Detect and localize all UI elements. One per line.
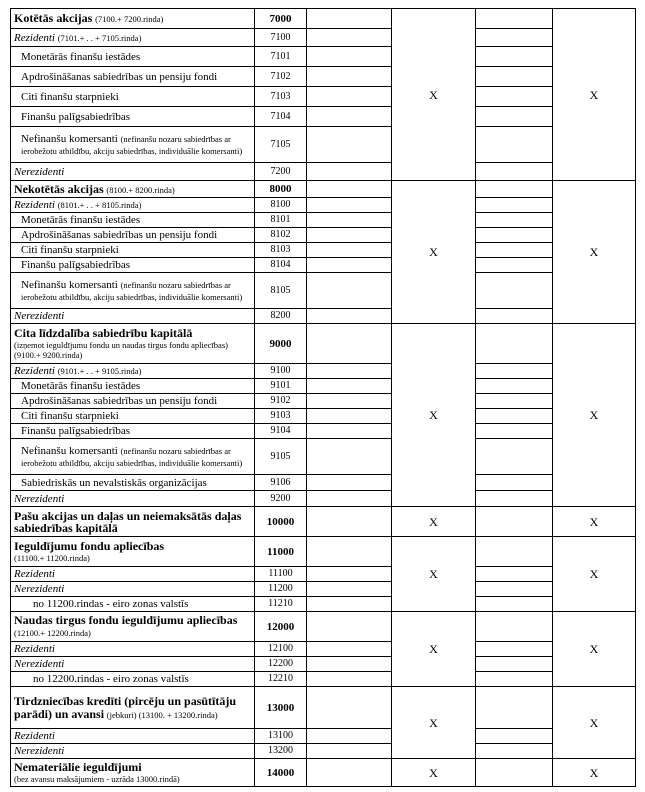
input-cell[interactable] [476, 439, 553, 475]
input-cell[interactable] [307, 107, 392, 127]
row-code: 8100 [255, 198, 307, 213]
input-cell[interactable] [307, 163, 392, 181]
row-note: (7100.+ 7200.rinda) [95, 14, 164, 24]
row-note: (nefinanšu nozaru sabiedrības ar ierobežotu atbildību, akciju sabiedrības, individuālie komersanti) [21, 133, 243, 156]
input-cell[interactable] [476, 491, 553, 507]
row-code: 7101 [255, 47, 307, 67]
input-cell[interactable] [476, 475, 553, 491]
row-9102 [11, 394, 636, 409]
row-7100 [11, 29, 636, 47]
row-label: Apdrošināšanas sabiedrības un pensiju fondi [11, 394, 255, 409]
row-label: Tirdzniecības kredīti (pircēju un pasūtītāju parādi) un avansi [14, 693, 237, 721]
row-code: 8104 [255, 258, 307, 273]
row-14000 [11, 759, 636, 787]
input-cell[interactable] [307, 409, 392, 424]
row-code: 12000 [255, 612, 307, 642]
x-mark: X [553, 324, 636, 507]
input-cell[interactable] [307, 612, 392, 642]
x-mark: X [553, 612, 636, 687]
row-9200 [11, 491, 636, 507]
row-7104 [11, 107, 636, 127]
input-cell[interactable] [476, 582, 553, 597]
row-7105 [11, 127, 636, 163]
input-cell[interactable] [476, 409, 553, 424]
input-cell[interactable] [476, 9, 553, 29]
row-label: Nerezidenti [11, 163, 255, 181]
row-label: Rezidenti [14, 365, 55, 377]
row-label: Rezidenti [11, 567, 255, 582]
row-label: no 12200.rindas - eiro zonas valstīs [11, 672, 255, 687]
row-13100 [11, 729, 636, 744]
row-note: (12100.+ 12200.rinda) [14, 628, 91, 638]
x-mark: X [392, 612, 476, 687]
row-code: 9102 [255, 394, 307, 409]
input-cell[interactable] [307, 29, 392, 47]
row-12000 [11, 612, 636, 642]
row-7102 [11, 67, 636, 87]
row-11100 [11, 567, 636, 582]
input-cell[interactable] [307, 729, 392, 744]
input-cell[interactable] [476, 379, 553, 394]
row-label: Nefinanšu komersanti [21, 132, 118, 145]
input-cell[interactable] [307, 181, 392, 198]
input-cell[interactable] [307, 394, 392, 409]
row-11210 [11, 597, 636, 612]
row-code: 8200 [255, 309, 307, 324]
row-12210 [11, 672, 636, 687]
row-note: (nefinanšu nozaru sabiedrības ar ierobežotu atbildību, akciju sabiedrības, individuālie komersanti) [21, 279, 243, 302]
row-code: 8101 [255, 213, 307, 228]
row-note: (8101.+ . . + 8105.rinda) [57, 200, 142, 210]
row-label: Nekotētās akcijas [14, 181, 104, 196]
input-cell[interactable] [307, 258, 392, 273]
input-cell[interactable] [307, 567, 392, 582]
row-label: Nerezidenti [11, 657, 255, 672]
row-code: 9103 [255, 409, 307, 424]
row-note: (8100.+ 8200.rinda) [106, 184, 175, 195]
input-cell[interactable] [476, 107, 553, 127]
row-label: Rezidenti [14, 31, 55, 44]
row-note: (nefinanšu nozaru sabiedrības ar ierobežotu atbildību, akciju sabiedrības, individuālie komersanti) [21, 445, 243, 468]
input-cell[interactable] [476, 127, 553, 163]
row-11200 [11, 582, 636, 597]
x-mark: X [392, 537, 476, 612]
row-code: 9104 [255, 424, 307, 439]
input-cell[interactable] [307, 687, 392, 729]
input-cell[interactable] [476, 364, 553, 379]
input-cell[interactable] [476, 612, 553, 642]
row-code: 10000 [255, 507, 307, 537]
input-cell[interactable] [476, 47, 553, 67]
row-label: Citi finanšu starpnieki [11, 409, 255, 424]
input-cell[interactable] [476, 657, 553, 672]
input-cell[interactable] [307, 47, 392, 67]
input-cell[interactable] [476, 198, 553, 213]
x-mark: X [392, 759, 476, 787]
input-cell[interactable] [307, 228, 392, 243]
row-label: Pašu akcijas un daļas un neiemaksātās daļas sabiedrības kapitālā [11, 507, 255, 537]
input-cell[interactable] [476, 394, 553, 409]
input-cell[interactable] [307, 582, 392, 597]
row-label: Citi finanšu starpnieki [11, 87, 255, 107]
row-code: 8103 [255, 243, 307, 258]
row-8105 [11, 273, 636, 309]
input-cell[interactable] [476, 537, 553, 567]
row-label: Nerezidenti [11, 491, 255, 507]
row-13200 [11, 744, 636, 759]
input-cell[interactable] [307, 309, 392, 324]
form-table-frame [10, 8, 635, 787]
input-cell[interactable] [476, 672, 553, 687]
input-cell[interactable] [307, 744, 392, 759]
input-cell[interactable] [307, 439, 392, 475]
row-code: 7102 [255, 67, 307, 87]
row-label: Rezidenti [11, 729, 255, 744]
input-cell[interactable] [307, 198, 392, 213]
row-note: (11100.+ 11200.rinda) [14, 553, 90, 563]
row-code: 7100 [255, 29, 307, 47]
input-cell[interactable] [476, 759, 553, 787]
x-mark: X [392, 687, 476, 759]
row-code: 8105 [255, 273, 307, 309]
row-code: 11000 [255, 537, 307, 567]
row-label: Nefinanšu komersanti [21, 444, 118, 457]
row-code: 9100 [255, 364, 307, 379]
row-label: Rezidenti [14, 199, 55, 211]
input-cell[interactable] [476, 729, 553, 744]
x-mark: X [553, 537, 636, 612]
row-code: 7105 [255, 127, 307, 163]
row-label: Nerezidenti [11, 744, 255, 759]
input-cell[interactable] [307, 243, 392, 258]
x-mark: X [392, 181, 476, 324]
row-code: 9105 [255, 439, 307, 475]
row-9100 [11, 364, 636, 379]
row-8101 [11, 213, 636, 228]
input-cell[interactable] [476, 258, 553, 273]
row-code: 7200 [255, 163, 307, 181]
input-cell[interactable] [476, 567, 553, 582]
row-note: (9101.+ . . + 9105.rinda) [57, 366, 142, 376]
row-9101 [11, 379, 636, 394]
row-12100 [11, 642, 636, 657]
row-code: 11100 [255, 567, 307, 582]
row-code: 13000 [255, 687, 307, 729]
input-cell[interactable] [307, 273, 392, 309]
row-code: 7104 [255, 107, 307, 127]
row-label: Apdrošināšanas sabiedrības un pensiju fondi [11, 228, 255, 243]
input-cell[interactable] [476, 424, 553, 439]
input-cell[interactable] [307, 475, 392, 491]
row-7103 [11, 87, 636, 107]
row-label: Finanšu palīgsabiedrības [11, 258, 255, 273]
row-code: 12210 [255, 672, 307, 687]
input-cell[interactable] [476, 67, 553, 87]
input-cell[interactable] [307, 324, 392, 364]
input-cell[interactable] [476, 273, 553, 309]
row-label: Monetārās finanšu iestādes [11, 47, 255, 67]
input-cell[interactable] [307, 642, 392, 657]
balance-sheet-table [10, 8, 636, 787]
input-cell[interactable] [476, 87, 553, 107]
row-label: Rezidenti [11, 642, 255, 657]
row-label: Citi finanšu starpnieki [11, 243, 255, 258]
row-label: Cita līdzdalība sabiedrību kapitālā [14, 326, 193, 340]
row-7000 [11, 9, 636, 29]
input-cell[interactable] [476, 163, 553, 181]
input-cell[interactable] [476, 687, 553, 729]
row-code: 7103 [255, 87, 307, 107]
x-mark: X [392, 9, 476, 181]
row-code: 11200 [255, 582, 307, 597]
row-code: 7000 [255, 9, 307, 29]
row-label: Nerezidenti [11, 582, 255, 597]
input-cell[interactable] [307, 379, 392, 394]
input-cell[interactable] [476, 309, 553, 324]
input-cell[interactable] [307, 67, 392, 87]
row-10000 [11, 507, 636, 537]
row-code: 9200 [255, 491, 307, 507]
row-8103 [11, 243, 636, 258]
row-note: (7101.+ . . + 7105.rinda) [57, 32, 142, 43]
input-cell[interactable] [307, 657, 392, 672]
x-mark: X [553, 181, 636, 324]
row-note: (bez avansu maksājumiem - uzrāda 13000.rindā) [14, 774, 180, 784]
row-12200 [11, 657, 636, 672]
x-mark: X [553, 9, 636, 181]
row-7200 [11, 163, 636, 181]
row-code: 8000 [255, 181, 307, 198]
row-label: Monetārās finanšu iestādes [11, 379, 255, 394]
input-cell[interactable] [307, 213, 392, 228]
row-label: Nefinanšu komersanti [21, 278, 118, 291]
input-cell[interactable] [307, 424, 392, 439]
input-cell[interactable] [476, 228, 553, 243]
row-code: 13200 [255, 744, 307, 759]
input-cell[interactable] [307, 87, 392, 107]
input-cell[interactable] [476, 29, 553, 47]
input-cell[interactable] [476, 213, 553, 228]
input-cell[interactable] [476, 324, 553, 364]
row-code: 8102 [255, 228, 307, 243]
row-9103 [11, 409, 636, 424]
input-cell[interactable] [476, 507, 553, 537]
input-cell[interactable] [307, 759, 392, 787]
row-code: 9000 [255, 324, 307, 364]
row-7101 [11, 47, 636, 67]
x-mark: X [392, 507, 476, 537]
x-mark: X [553, 759, 636, 787]
input-cell[interactable] [307, 364, 392, 379]
row-label: Apdrošināšanas sabiedrības un pensiju fondi [11, 67, 255, 87]
row-9104 [11, 424, 636, 439]
row-8100 [11, 198, 636, 213]
row-13000 [11, 687, 636, 729]
row-9105 [11, 439, 636, 475]
row-label: Finanšu palīgsabiedrības [11, 424, 255, 439]
row-8104 [11, 258, 636, 273]
input-cell[interactable] [307, 597, 392, 612]
row-label: Ieguldījumu fondu apliecības [14, 539, 165, 553]
input-cell[interactable] [476, 181, 553, 198]
row-code: 13100 [255, 729, 307, 744]
row-code: 11210 [255, 597, 307, 612]
input-cell[interactable] [307, 9, 392, 29]
row-9106 [11, 475, 636, 491]
row-8200 [11, 309, 636, 324]
input-cell[interactable] [476, 597, 553, 612]
input-cell[interactable] [307, 537, 392, 567]
x-mark: X [553, 687, 636, 759]
row-label: Sabiedriskās un nevalstiskās organizācijas [11, 475, 255, 491]
row-code: 12100 [255, 642, 307, 657]
row-label: Monetārās finanšu iestādes [11, 213, 255, 228]
row-8000 [11, 181, 636, 198]
row-9000 [11, 324, 636, 364]
input-cell[interactable] [307, 491, 392, 507]
input-cell[interactable] [476, 243, 553, 258]
x-mark: X [392, 324, 476, 507]
input-cell[interactable] [476, 642, 553, 657]
row-label: no 11200.rindas - eiro zonas valstīs [11, 597, 255, 612]
row-code: 12200 [255, 657, 307, 672]
input-cell[interactable] [307, 127, 392, 163]
input-cell[interactable] [307, 507, 392, 537]
row-11000 [11, 537, 636, 567]
input-cell[interactable] [476, 744, 553, 759]
row-code: 9101 [255, 379, 307, 394]
row-code: 14000 [255, 759, 307, 787]
input-cell[interactable] [307, 672, 392, 687]
row-label: Nemateriālie ieguldījumi [14, 760, 142, 774]
row-note: (izņemot ieguldījumu fondu un naudas tirgus fondu apliecības) (9100.+ 9200.rinda) [14, 340, 228, 360]
row-label: Finanšu palīgsabiedrības [11, 107, 255, 127]
row-8102 [11, 228, 636, 243]
row-label: Nerezidenti [11, 309, 255, 324]
row-note: (jebkuri) (13100. + 13200.rinda) [106, 709, 218, 720]
x-mark: X [553, 507, 636, 537]
row-label: Kotētās akcijas [14, 11, 93, 25]
row-code: 9106 [255, 475, 307, 491]
row-label: Naudas tirgus fondu ieguldījumu apliecības [14, 613, 238, 627]
